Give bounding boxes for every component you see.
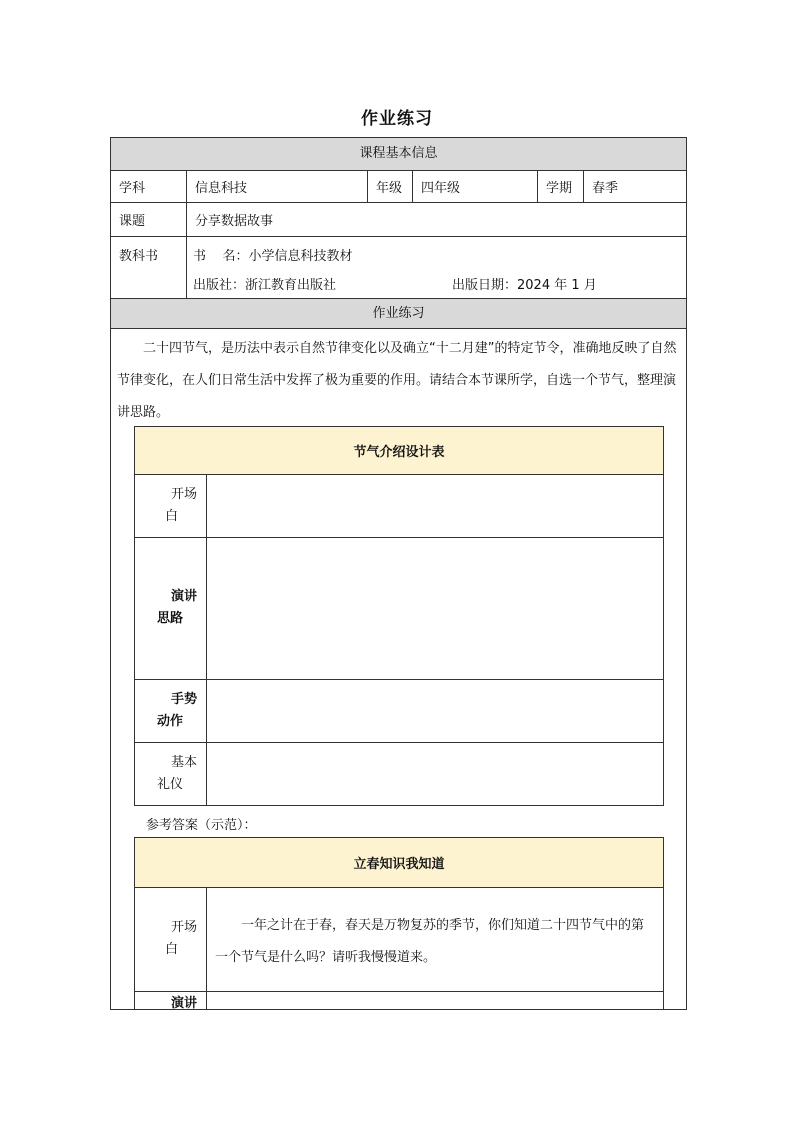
term-value: 春季 xyxy=(583,171,687,202)
opening-label: 开场 白 xyxy=(135,475,207,537)
subject-value: 信息科技 xyxy=(186,171,367,202)
speech-outline-label: 演讲 思路 xyxy=(135,538,207,679)
course-info-header: 课程基本信息 xyxy=(111,138,686,171)
textbook-row xyxy=(111,237,686,299)
answer-speech-label: 演讲 xyxy=(135,992,207,1010)
topic-value: 分享数据故事 xyxy=(186,203,687,236)
publisher: 出版社：浙江教育出版社 xyxy=(193,278,337,293)
answer-opening-label: 开场 白 xyxy=(135,888,207,991)
term-label: 学期 xyxy=(537,171,583,202)
gesture-label: 手势 动作 xyxy=(135,680,207,742)
subject-row xyxy=(111,171,686,203)
subject-label: 学科 xyxy=(119,181,146,196)
document-title: 作业练习 xyxy=(361,109,433,129)
design-row-speech xyxy=(135,538,663,680)
grade-label: 年级 xyxy=(367,171,412,202)
homework-header: 作业练习 xyxy=(111,299,686,329)
publish-date: 出版日期：2024 年 1 月 xyxy=(452,278,597,293)
design-row-gesture xyxy=(135,680,663,743)
etiquette-label: 基本 礼仪 xyxy=(135,743,207,805)
homework-paragraph: 二十四节气，是历法中表示自然节律变化以及确立“十二月建”的特定节令，准确地反映了自然节律变化，在人们日常生活中发挥了极为重要的作用。请结合本节课所学，自选一个节气，整理演讲思路。 xyxy=(117,341,677,420)
design-row-etiquette xyxy=(135,743,663,805)
answer-row-opening xyxy=(135,888,663,992)
homework-form xyxy=(110,137,687,1010)
design-row-opening xyxy=(135,475,663,538)
topic-label: 课题 xyxy=(119,214,146,229)
design-table-title: 节气介绍设计表 xyxy=(135,427,663,475)
textbook-info xyxy=(186,237,687,298)
textbook-label: 教科书 xyxy=(119,249,159,264)
answer-row-speech xyxy=(135,992,663,1010)
grade-value: 四年级 xyxy=(412,171,537,202)
reference-answer-label: 参考答案（示范）： xyxy=(146,818,257,833)
answer-table-title: 立春知识我知道 xyxy=(135,838,663,888)
answer-opening-text: 一年之计在于春，春天是万物复苏的季节，你们知道二十四节气中的第一个节气是什么吗？请听我慢慢道来。 xyxy=(215,918,645,965)
topic-row xyxy=(111,203,686,237)
answer-table xyxy=(134,837,664,1010)
book-name: 书 名：小学信息科技教材 xyxy=(193,249,353,264)
solar-term-design-table xyxy=(134,426,664,806)
